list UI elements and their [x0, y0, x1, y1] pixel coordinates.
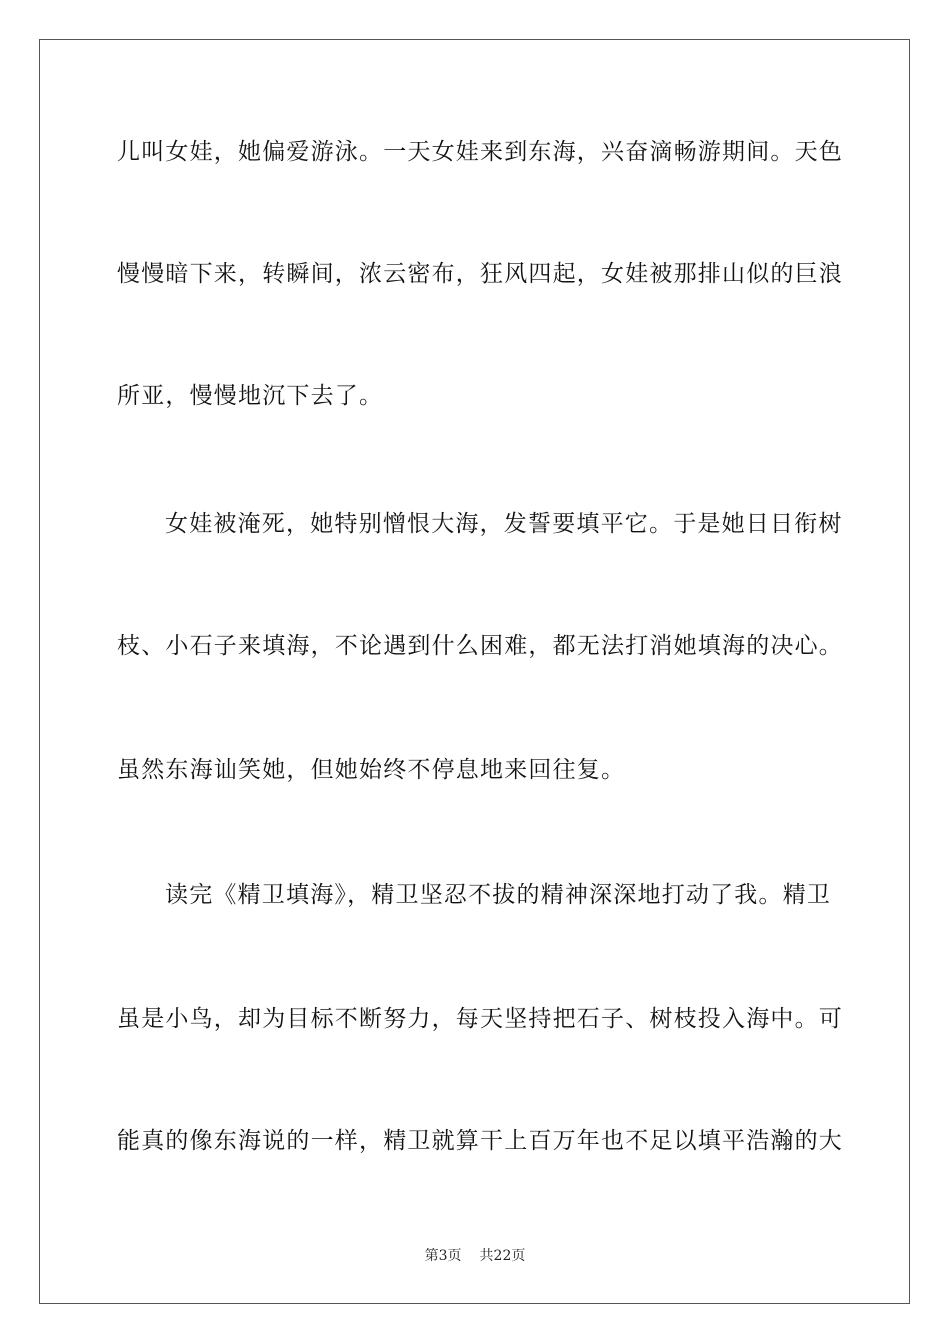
page-footer [0, 1247, 950, 1265]
text-line-1: 儿叫女娃，她偏爱游泳。一天女娃来到东海，兴奋滴畅游期间。天色 [117, 139, 843, 165]
page-border [39, 39, 910, 1304]
text-line-7: 读完《精卫填海》，精卫坚忍不拔的精神深深地打动了我。精卫 [165, 882, 832, 908]
text-line-5: 枝、小石子来填海，不论遇到什么困难，都无法打消她填海的决心。 [117, 633, 843, 659]
text-line-6: 虽然东海讪笑她，但她始终不停息地来回往复。 [117, 757, 626, 783]
text-line-2: 慢慢暗下来，转瞬间，浓云密布，狂风四起，女娃被那排山似的巨浪 [117, 261, 843, 287]
text-line-4: 女娃被淹死，她特别憎恨大海，发誓要填平它。于是她日日衔树 [165, 511, 843, 537]
page-total: 共22页 [479, 1248, 526, 1264]
text-line-8: 虽是小鸟，却为目标不断努力，每天坚持把石子、树枝投入海中。可 [117, 1006, 843, 1032]
text-line-9: 能真的像东海说的一样，精卫就算干上百万年也不足以填平浩瀚的大 [117, 1128, 843, 1154]
text-line-3: 所亚，慢慢地沉下去了。 [117, 383, 384, 409]
page-number: 第3页 [424, 1248, 462, 1264]
